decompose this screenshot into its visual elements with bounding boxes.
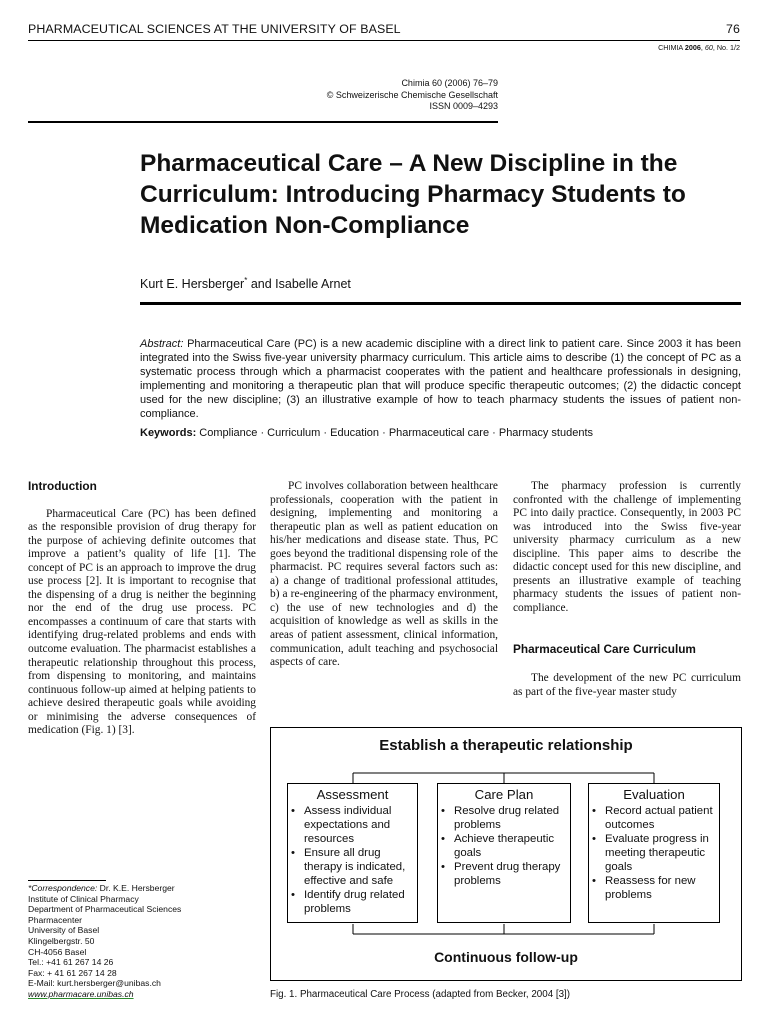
footnote-website-link[interactable]: www.pharmacare.unibas.ch [28, 988, 134, 999]
footnote-name-line [28, 883, 258, 894]
list-item: • Prevent drug therapy problems [438, 860, 570, 888]
correspondence-mark: * [244, 276, 248, 285]
section-heading-curriculum: Pharmaceutical Care Curriculum [513, 642, 696, 657]
box-heading: Assessment [316, 787, 389, 802]
paragraph: The pharmacy profession is currently confronted with the challenge of implementing PC into daily practice. Consequently, in 2003 PC was introduced into the Swiss five-year university pharmacy curriculum as a new discipline. This paper aims to describe the didactic concept used for this new discipline, and presents an illustrative example of teaching pharmacy students the issues of patient non-compliance. [513, 480, 741, 614]
box-heading: Evaluation [623, 787, 685, 802]
figure-1 [270, 727, 742, 981]
box-list [589, 804, 719, 902]
paragraph: The development of the new PC curriculum as part of the five-year master study [513, 672, 741, 698]
list-item: • Record actual patient outcomes [589, 804, 719, 832]
footnote-email: E-Mail: kurt.hersberger@unibas.ch [28, 978, 161, 989]
issue-year: 2006 [684, 43, 701, 52]
title-rule [140, 302, 741, 305]
column-1 [28, 480, 256, 738]
footnote-line: Institute of Clinical Pharmacy [28, 893, 139, 904]
list-item: • Resolve drug related problems [438, 804, 570, 832]
citation-block [327, 78, 498, 113]
citation-rule [28, 121, 498, 123]
page-number: 76 [726, 22, 740, 36]
figure-title: Establish a therapeutic relationship [379, 737, 633, 754]
box-list [438, 804, 570, 888]
correspondence-footnote [28, 883, 258, 1000]
abstract [140, 337, 741, 421]
list-item: • Identify drug related problems [288, 888, 417, 916]
issue-volume: 60 [704, 43, 713, 52]
citation-line: ISSN 0009–4293 [429, 101, 498, 112]
list-item: • Evaluate progress in meeting therapeutic goals [589, 832, 719, 874]
column-3 [513, 480, 741, 699]
footnote-rule [28, 880, 106, 881]
box-heading: Care Plan [474, 787, 534, 802]
footnote-line: Pharmacenter [28, 914, 82, 925]
list-item: • Achieve therapeutic goals [438, 832, 570, 860]
section-heading-introduction: Introduction [28, 479, 97, 493]
issue-line [658, 43, 740, 52]
list-item: • Reassess for new problems [589, 874, 719, 902]
assessment-box [287, 783, 418, 923]
keywords-text: Compliance · Curriculum · Education · Pharmaceutical care · Pharmacy students [196, 427, 594, 439]
list-item: • Ensure all drug therapy is indicated, effective and safe [288, 846, 417, 888]
evaluation-box [588, 783, 720, 923]
abstract-text: Pharmaceutical Care (PC) is a new academic discipline with a direct link to patient care. Since 2003 it has been integrated into the Swiss five-year university pharmacy curriculum. This article aims to describe (1) the concept of PC as a systematic process through which a pharmacist cooperates with the patient and healthcare professionals in designing, implementing and monitoring a therapeutic plan that will produce specific therapeutic outcomes; (2) the didactic concept used for the new discipline; (3) an illustrative example of how to teach pharmacy students the issues of patient non-compliance. [140, 338, 741, 420]
abstract-label: Abstract: [140, 338, 184, 350]
care-plan-box [437, 783, 571, 923]
footnote-line: University of Basel [28, 925, 100, 936]
figure-caption: Fig. 1. Pharmaceutical Care Process (adapted from Becker, 2004 [3]) [270, 989, 571, 1000]
citation-line: Chimia 60 (2006) 76–79 [401, 78, 498, 88]
paragraph: Pharmaceutical Care (PC) has been defined as the responsible provision of drug therapy for the purpose of achieving definite outcomes that improve a patient’s quality of life [1]. The concept of PC is an approach to improve the drug use process [2]. It is important to recognise that the dispensing of a drug is neither the beginning nor the end of the drug use process. PC encompasses a continuum of care that starts with identifying drug-related problems and ends with outcome evaluation. The pharmacist establishes a therapeutic relationship throughout this process, from dispensing to monitoring, and maintains continuous follow-up aimed at helping patients to achieve desired therapeutic goals while avoiding or minimising the adverse consequences of medication (Fig. 1) [3]. [28, 507, 256, 737]
issue-sep: , [700, 43, 705, 52]
keywords [140, 427, 741, 439]
running-head [28, 22, 740, 36]
footnote-line: Klingelbergstr. 50 [28, 935, 95, 946]
footnote-name: Dr. K.E. Hersberger [97, 883, 175, 893]
footnote-line: Department of Pharmaceutical Sciences [28, 904, 182, 915]
issue-prefix: CHIMIA [658, 43, 685, 52]
column-2 [270, 480, 498, 670]
list-item: • Assess individual expectations and resources [288, 804, 417, 846]
footnote-line: Fax: + 41 61 267 14 28 [28, 967, 117, 978]
footnote-line: Tel.: +41 61 267 14 26 [28, 957, 114, 968]
footnote-label: *Correspondence: [28, 883, 98, 893]
author-line [140, 276, 351, 291]
footnote-line: CH-4056 Basel [28, 946, 87, 957]
figure-followup-label: Continuous follow-up [434, 949, 578, 965]
paragraph: PC involves collaboration between healthcare professionals, cooperation with the patient in designing, implementing and monitoring a therapeutic plan as well as patient education on his/her medications and disease state. Thus, PC goes beyond the traditional dispensing role of the pharmacist. PC requires several factors such as: a) a change of traditional professional attitudes, b) a re-engineering of the pharmacy environment, c) the use of new technologies and d) the acquisition of knowledge as well as skills in the areas of patient assessment, clinical information, communication, adult teaching and psychosocial aspects of care. [270, 480, 498, 669]
citation-line: © Schweizerische Chemische Gesellschaft [326, 89, 498, 100]
article-title: Pharmaceutical Care – A New Discipline in the Curriculum: Introducing Pharmacy Students to Medication Non-Compliance [140, 150, 686, 239]
author-1: Kurt E. Hersberger [140, 277, 245, 292]
author-2: and Isabelle Arnet [247, 277, 351, 292]
journal-section: PHARMACEUTICAL SCIENCES AT THE UNIVERSITY OF BASEL [28, 22, 401, 36]
keywords-label: Keywords: [140, 427, 197, 439]
issue-suffix: , No. 1/2 [712, 43, 740, 52]
header-rule [28, 40, 740, 41]
box-list [288, 804, 417, 916]
